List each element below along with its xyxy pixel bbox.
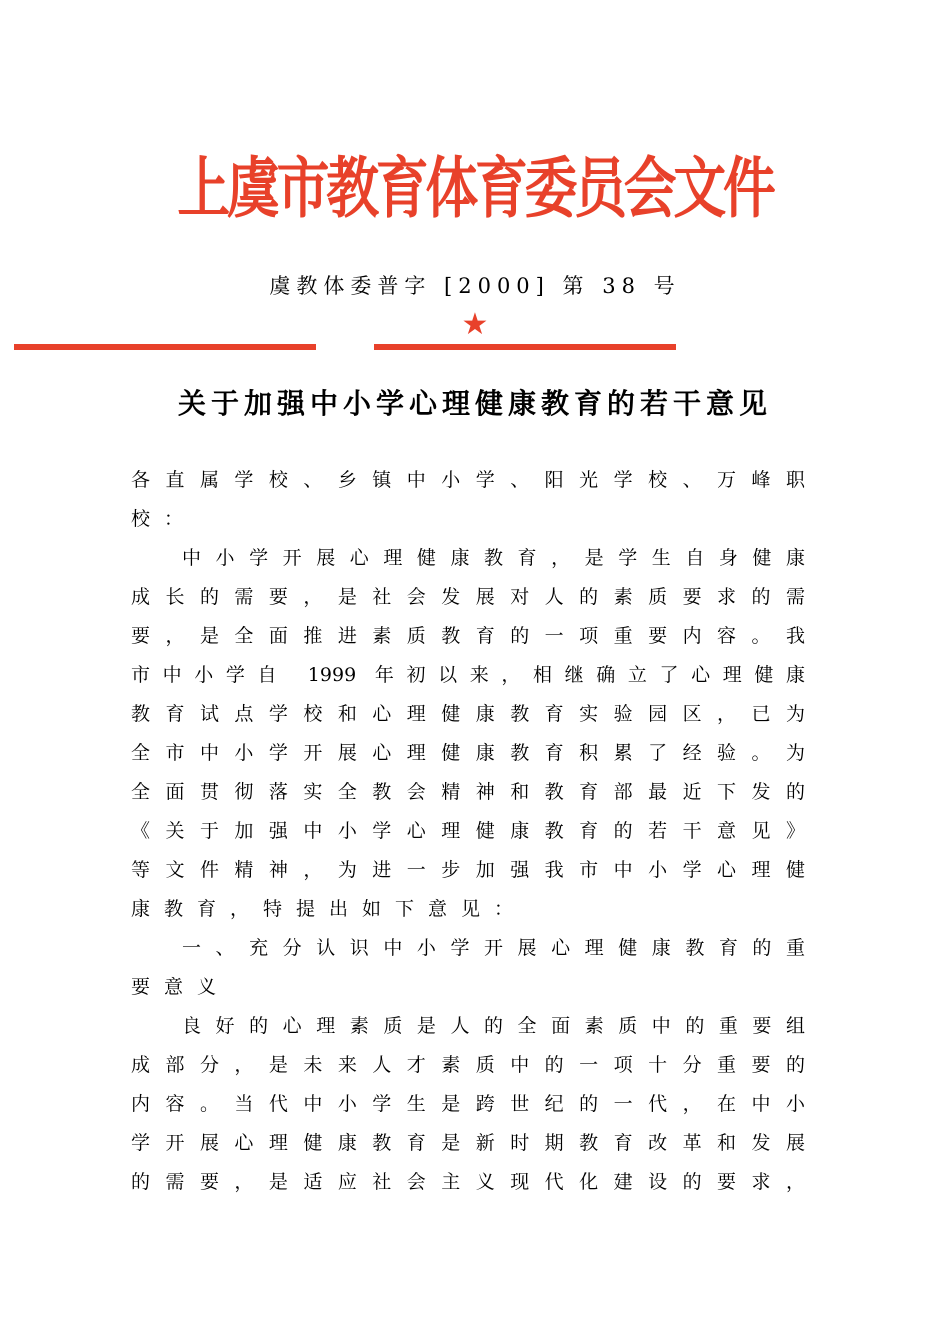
body-line: 学开展心理健康教育是新时期教育改革和发展	[131, 1132, 805, 1154]
left-red-rule	[14, 344, 316, 350]
document-number: 虞教体委普字 [2000] 第 38 号	[269, 274, 681, 298]
body-line: 教育试点学校和心理健康教育实验园区，已为	[131, 703, 805, 725]
body-line: 良好的心理素质是人的全面素质中的重要组	[182, 1015, 805, 1037]
body-line: 成长的需要，是社会发展对人的素质要求的需	[131, 586, 805, 608]
body-line: 康教育，特提出如下意见：	[131, 898, 528, 920]
body-line: 成部分，是未来人才素质中的一项十分重要的	[131, 1054, 805, 1076]
section-heading-line: 要意义	[131, 976, 231, 998]
body-line: 要，是全面推进素质教育的一项重要内容。我	[131, 625, 805, 647]
body-line: 中小学开展心理健康教育，是学生自身健康	[182, 547, 805, 569]
document-title: 关于加强中小学心理健康教育的若干意见	[177, 387, 772, 420]
star-icon: ★	[461, 307, 489, 342]
issuer-masthead: 上虞市教育体育委员会文件	[177, 149, 773, 227]
body-line: 的需要，是适应社会主义现代化建设的要求，	[131, 1171, 805, 1193]
body-line: 各直属学校、乡镇中小学、阳光学校、万峰职	[131, 469, 805, 491]
body-line: 校：	[131, 508, 198, 530]
body-line: 市中小学自 1999 年初以来，相继确立了心理健康	[131, 664, 805, 686]
document-body	[131, 463, 805, 1204]
body-line: 等文件精神，为进一步加强我市中小学心理健	[131, 859, 805, 881]
right-red-rule	[374, 344, 676, 350]
body-line: 内容。当代中小学生是跨世纪的一代，在中小	[131, 1093, 805, 1115]
body-line: 《关于加强中小学心理健康教育的若干意见》	[131, 820, 805, 842]
section-heading-line: 一、充分认识中小学开展心理健康教育的重	[182, 937, 805, 959]
body-line: 全市中小学开展心理健康教育积累了经验。为	[131, 742, 805, 764]
body-line: 全面贯彻落实全教会精神和教育部最近下发的	[131, 781, 805, 803]
